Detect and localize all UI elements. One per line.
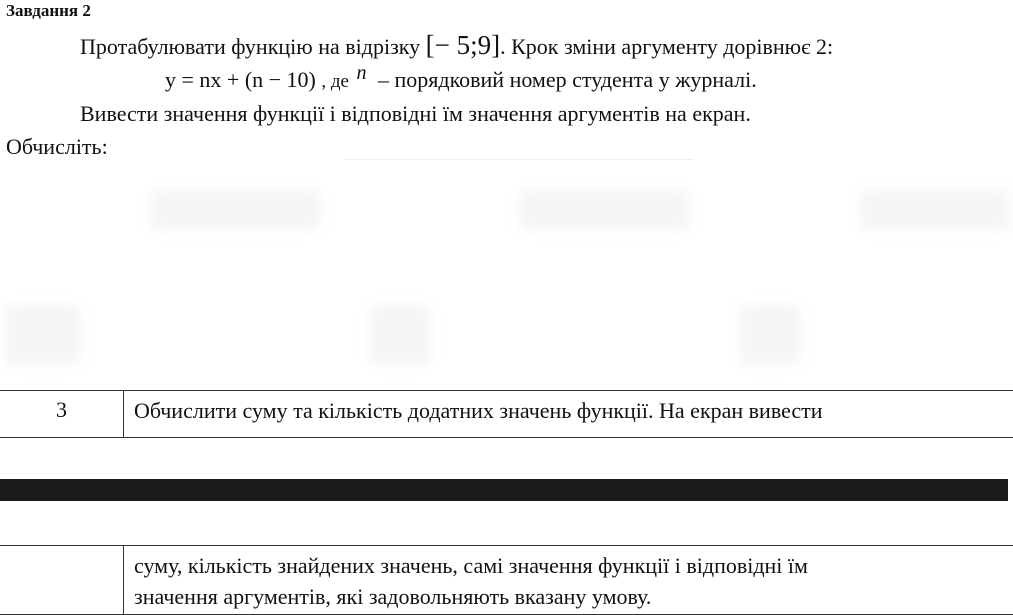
n-symbol: n: [356, 62, 367, 84]
function-formula: y = nx + (n − 10): [165, 67, 316, 92]
output-instruction: Вивести значення функції і відповідні їм значення аргументів на екран.: [80, 101, 751, 126]
continuation-text: [134, 550, 808, 612]
formula-line: [165, 62, 757, 97]
column-divider: [123, 391, 124, 437]
continuation-line-1: суму, кількість знайдених значень, самі значення функції і відповідні їм: [134, 553, 808, 578]
step-text: . Крок зміни аргументу дорівнює 2:: [500, 34, 834, 59]
table-row-continuation: [0, 545, 1013, 615]
row-task-text: Обчислити суму та кількість додатних значень функції. На екран вивести: [134, 398, 823, 423]
obscured-region: [0, 170, 1013, 380]
task-intro-line: [80, 30, 833, 62]
interval: [− 5;9]: [425, 30, 501, 60]
where-text: , де: [321, 71, 349, 92]
redaction-bar: [0, 479, 1008, 501]
column-divider: [123, 546, 124, 614]
intro-text: Протабулювати функцію на відрізку: [80, 34, 421, 59]
row-number: 3: [56, 397, 67, 422]
continuation-line-2: значення аргументів, які задовольняють вказану умову.: [134, 584, 652, 609]
table-row: [0, 390, 1013, 438]
task-title: Завдання 2: [6, 1, 91, 20]
n-description: – порядковий номер студента у журналі.: [377, 67, 757, 92]
compute-label: Обчисліть:: [6, 134, 108, 159]
faint-divider: [345, 159, 693, 160]
